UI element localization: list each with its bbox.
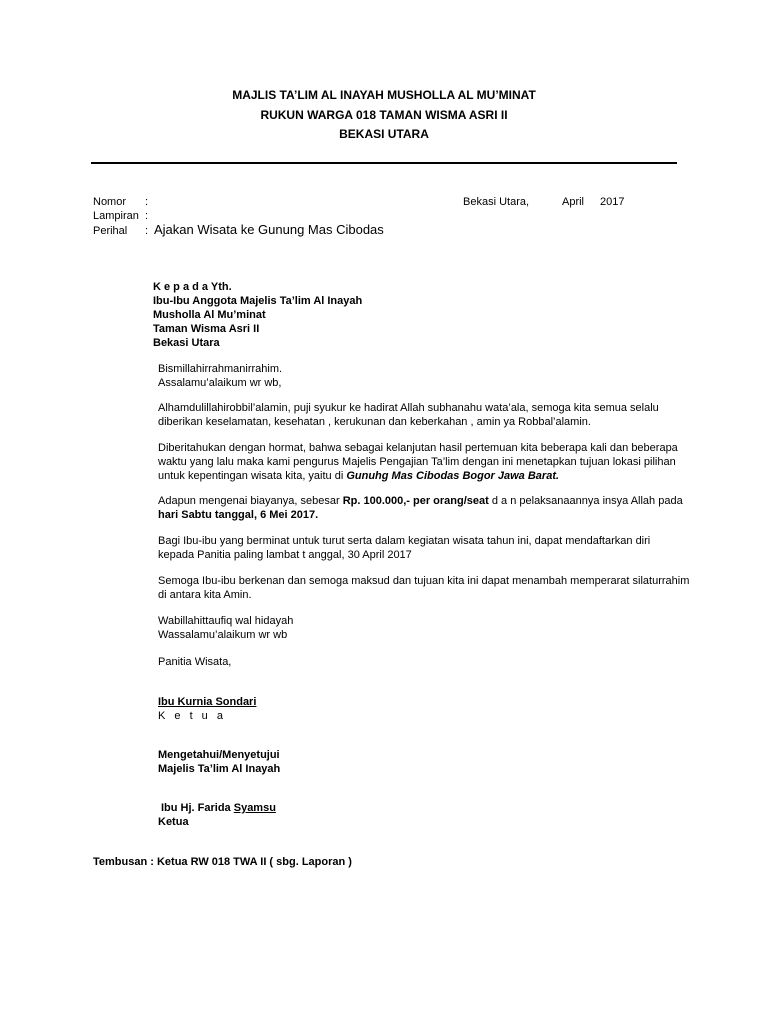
destination-text: Gunuhg Mas Cibodas Bogor Jawa Barat. (346, 470, 560, 482)
perihal-value: Ajakan Wisata ke Gunung Mas Cibodas (154, 222, 384, 237)
para2-line2: waktu yang lalu maka kami pengurus Majelis Pengajian Ta’lim dengan ini menetapkan tujuan lokasi pilihan (158, 456, 676, 468)
letter-month: April (562, 196, 585, 208)
para5-line2: di antara kita Amin. (158, 589, 252, 601)
farida-title: Ketua (158, 816, 189, 828)
recipient-line-4: Bekasi Utara (153, 337, 220, 349)
nomor-colon: : (145, 196, 149, 208)
lampiran-label: Lampiran (93, 210, 139, 222)
para3-text: Adapun mengenai biayanya, sebesar (158, 495, 343, 507)
recipient-line-2: Musholla Al Mu’minat (153, 309, 266, 321)
para4-line2: kepada Panitia paling lambat t anggal, 30 April 2017 (158, 549, 412, 561)
perihal-label: Perihal (93, 225, 128, 237)
ketua-title: K e t u a (158, 710, 226, 722)
para2-line3 (158, 469, 559, 483)
farida-name-last: Syamsu (233, 802, 276, 814)
para2-line1: Diberitahukan dengan hormat, bahwa sebagai kelanjutan hasil pertemuan kita beberapa kali dan beberapa (158, 442, 678, 454)
header-line-3: BEKASI UTARA (339, 127, 429, 141)
letter-place: Bekasi Utara, (463, 196, 530, 208)
tembusan-line: Tembusan : Ketua RW 018 TWA II ( sbg. Laporan ) (93, 856, 352, 868)
opening-bismillah: Bismillahirrahmanirrahim. (158, 363, 283, 375)
closing-line1: Wabillahittaufiq wal hidayah (158, 615, 294, 627)
panitia-label: Panitia Wisata, (158, 656, 232, 668)
nomor-label: Nomor (93, 196, 127, 208)
recipient-line-1: Ibu-Ibu Anggota Majelis Ta’lim Al Inayah (153, 295, 363, 307)
para1-line2: diberikan keselamatan, kesehatan , kerukunan dan keberkahan , amin ya Robbal’alamin. (158, 416, 591, 428)
opening-salam: Assalamu’alaikum wr wb, (158, 377, 282, 389)
para4-line1: Bagi Ibu-ibu yang berminat untuk turut serta dalam kegiatan wisata tahun ini, dapat mendaftarkan diri (158, 535, 651, 547)
header-line-2: RUKUN WARGA 018 TAMAN WISMA ASRI II (260, 108, 508, 122)
perihal-colon: : (145, 225, 149, 237)
para1-line1: Alhamdulillahirobbil’alamin, puji syukur ke hadirat Allah subhanahu wata’ala, semoga kita semua selalu (158, 402, 659, 414)
para3-text-2: d a n pelaksanaannya insya Allah pada (488, 495, 683, 507)
para3-line1 (158, 494, 683, 508)
ketua-name: Ibu Kurnia Sondari (158, 696, 257, 708)
closing-line2: Wassalamu’alaikum wr wb (158, 629, 288, 641)
para2-line3-text: untuk kepentingan wisata kita, yaitu di (158, 470, 347, 482)
lampiran-colon: : (145, 210, 149, 222)
recipient-kepada: K e p a d a Yth. (153, 281, 232, 293)
header-line-1: MAJLIS TA’LIM AL INAYAH MUSHOLLA AL MU’MINAT (232, 88, 536, 102)
mengetahui-label: Mengetahui/Menyetujui (158, 749, 280, 761)
header-divider (91, 162, 677, 164)
para5-line1: Semoga Ibu-ibu berkenan dan semoga maksud dan tujuan kita ini dapat menambah memperarat silaturrahim (158, 575, 690, 587)
farida-name (161, 801, 276, 815)
recipient-line-3: Taman Wisma Asri II (153, 323, 260, 335)
event-date: hari Sabtu tanggal, 6 Mei 2017. (158, 509, 319, 521)
price-text: Rp. 100.000,- per orang/seat (342, 495, 489, 507)
letter-year: 2017 (600, 196, 625, 208)
farida-name-first: Ibu Hj. Farida (161, 802, 234, 814)
majelis-label: Majelis Ta’lim Al Inayah (158, 763, 281, 775)
